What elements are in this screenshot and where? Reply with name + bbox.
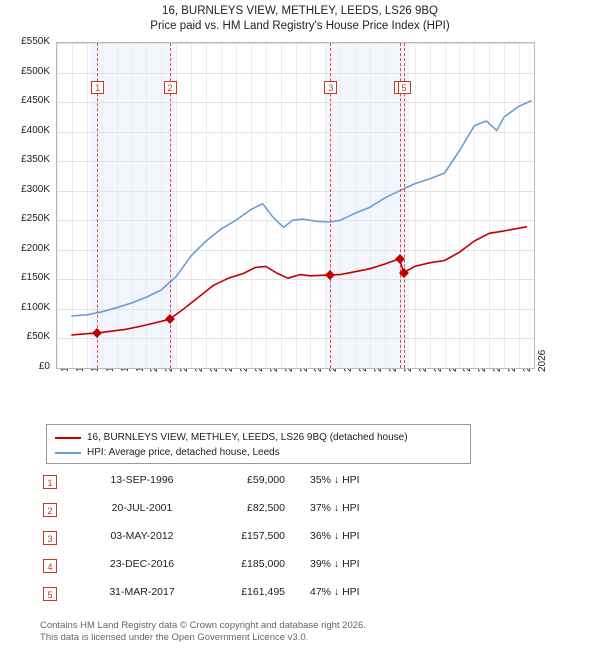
y-tick-label: £100K bbox=[21, 301, 50, 313]
y-tick-label: £500K bbox=[21, 65, 50, 77]
title-line-2: Price paid vs. HM Land Registry's House Price Index (HPI) bbox=[150, 20, 450, 32]
gridline-vertical bbox=[534, 43, 535, 368]
table-row[interactable] bbox=[40, 528, 560, 556]
row-hpi-delta: 37% ↓ HPI bbox=[310, 502, 360, 514]
row-index-badge: 1 bbox=[43, 475, 57, 489]
row-hpi-delta: 35% ↓ HPI bbox=[310, 474, 360, 486]
row-date: 23-DEC-2016 bbox=[109, 558, 175, 570]
y-tick-label: £250K bbox=[21, 213, 50, 225]
footer-line-2: This data is licensed under the Open Government Licence v3.0. bbox=[40, 632, 309, 643]
legend-item-property bbox=[55, 430, 462, 445]
row-price: £82,500 bbox=[247, 502, 285, 514]
footer bbox=[40, 620, 580, 644]
y-tick-label: £150K bbox=[21, 272, 50, 284]
plot-area bbox=[56, 42, 535, 369]
event-marker-label-2[interactable]: 2 bbox=[164, 81, 177, 94]
y-tick-label: £450K bbox=[21, 95, 50, 107]
legend-swatch-hpi bbox=[55, 452, 81, 454]
event-marker-label-1[interactable]: 1 bbox=[91, 81, 104, 94]
row-hpi-delta: 39% ↓ HPI bbox=[310, 558, 360, 570]
legend-label-hpi: HPI: Average price, detached house, Leeds bbox=[87, 447, 280, 458]
row-index-badge: 2 bbox=[43, 503, 57, 517]
y-tick-label: £200K bbox=[21, 242, 50, 254]
footer-line-1: Contains HM Land Registry data © Crown copyright and database right 2026. bbox=[40, 620, 366, 631]
y-tick-label: £550K bbox=[21, 36, 50, 47]
table-row[interactable] bbox=[40, 472, 560, 500]
title-line-1: 16, BURNLEYS VIEW, METHLEY, LEEDS, LS26 9BQ bbox=[162, 5, 438, 17]
row-index-badge: 5 bbox=[43, 587, 57, 601]
table-row[interactable] bbox=[40, 500, 560, 528]
row-price: £185,000 bbox=[241, 558, 285, 570]
row-price: £161,495 bbox=[241, 586, 285, 598]
row-price: £157,500 bbox=[241, 530, 285, 542]
row-date: 03-MAY-2012 bbox=[110, 530, 174, 542]
chart-legend bbox=[46, 424, 471, 464]
event-marker-label-3[interactable]: 3 bbox=[324, 81, 337, 94]
table-row[interactable] bbox=[40, 556, 560, 584]
y-tick-label: £50K bbox=[26, 331, 50, 343]
y-tick-label: £0 bbox=[38, 361, 50, 372]
y-tick-label: £350K bbox=[21, 154, 50, 166]
row-date: 13-SEP-1996 bbox=[110, 474, 174, 486]
row-index-badge: 3 bbox=[43, 531, 57, 545]
page-title bbox=[0, 4, 600, 34]
y-tick-label: £400K bbox=[21, 124, 50, 136]
event-marker-label-5[interactable]: 5 bbox=[398, 81, 411, 94]
row-date: 31-MAR-2017 bbox=[109, 586, 175, 598]
y-tick-label: £300K bbox=[21, 183, 50, 195]
row-index-badge: 4 bbox=[43, 559, 57, 573]
table-row[interactable] bbox=[40, 584, 560, 612]
x-tick-label: 2026 bbox=[537, 349, 548, 372]
row-hpi-delta: 47% ↓ HPI bbox=[310, 586, 360, 598]
row-hpi-delta: 36% ↓ HPI bbox=[310, 530, 360, 542]
row-price: £59,000 bbox=[247, 474, 285, 486]
series-lines bbox=[57, 43, 534, 368]
legend-label-property: 16, BURNLEYS VIEW, METHLEY, LEEDS, LS26 9BQ (detached house) bbox=[87, 432, 408, 443]
row-date: 20-JUL-2001 bbox=[111, 502, 173, 514]
legend-swatch-property bbox=[55, 437, 81, 439]
transactions-table bbox=[40, 472, 560, 612]
gridline-horizontal bbox=[57, 368, 534, 369]
legend-item-hpi bbox=[55, 445, 462, 460]
